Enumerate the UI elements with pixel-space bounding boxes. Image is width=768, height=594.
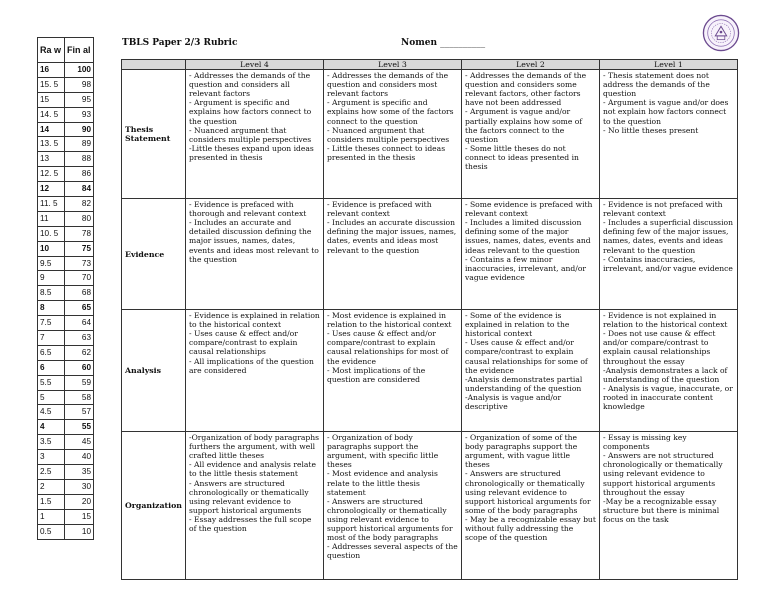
page-title: TBLS Paper 2/3 Rubric	[122, 38, 238, 48]
rubric-descriptor: - Evidence is not explained in relation to the historical context	[603, 311, 728, 330]
rubric-descriptor: - Argument is vague and/or partially explains how some of the factors connect to the question	[465, 107, 583, 144]
raw-score: 1	[38, 509, 65, 524]
conversion-row	[38, 211, 94, 226]
rubric-cell	[186, 310, 324, 432]
rubric-descriptor: - Uses cause & effect and/or compare/contrast to explain causal relationships for some of the evidence	[465, 338, 588, 375]
rubric-descriptor: -Organization of body paragraphs furthers the argument, with well crafted little theses	[189, 433, 320, 461]
conversion-row	[38, 167, 94, 182]
final-score: 88	[65, 152, 94, 167]
final-score: 55	[65, 420, 94, 435]
final-score: 10	[65, 524, 94, 539]
rubric-descriptor: -Analysis demonstrates partial understanding of the question	[465, 374, 583, 393]
rubric-descriptor: - Contains inaccuracies, irrelevant, and/or vague evidence	[603, 254, 733, 273]
conversion-row	[38, 509, 94, 524]
conversion-row	[38, 405, 94, 420]
final-score: 93	[65, 107, 94, 122]
conversion-row	[38, 450, 94, 465]
rubric-descriptor: - Essay addresses the full scope of the question	[189, 514, 312, 534]
final-header: Fin al	[65, 38, 94, 63]
conversion-row	[38, 271, 94, 286]
rubric-descriptor: - Includes an accurate discussion defining the major issues, names, dates, events and ideas most relevant to the question	[327, 218, 457, 255]
rubric-descriptor: - Thesis statement does not address the demands of the question	[603, 71, 710, 99]
criterion-label: Evidence	[122, 199, 186, 310]
rubric-descriptor: - Answers are not structured chronologically or thematically using relevant evidence to support historical arguments throughout the essay	[603, 451, 723, 497]
raw-header: Ra w	[38, 38, 65, 63]
conversion-row	[38, 494, 94, 509]
raw-score: 9	[38, 271, 65, 286]
rubric-descriptor: - Argument is specific and explains how some of the factors connect to the question	[327, 98, 454, 126]
conversion-row	[38, 182, 94, 197]
conversion-row	[38, 375, 94, 390]
conversion-row	[38, 420, 94, 435]
level-1-header: Level 1	[600, 60, 738, 70]
conversion-row	[38, 360, 94, 375]
rubric-descriptor: - Addresses the demands of the question and considers most relevant factors	[327, 71, 449, 99]
final-score: 80	[65, 211, 94, 226]
rubric-descriptor: - Nuanced argument that considers multiple perspectives	[327, 125, 450, 144]
final-score: 82	[65, 197, 94, 212]
final-score: 86	[65, 167, 94, 182]
final-score: 45	[65, 435, 94, 450]
rubric-descriptor: - May be a recognizable essay but without fully addressing the scope of the question	[465, 514, 596, 543]
rubric-descriptor: - Argument is specific and explains how factors connect to the question	[189, 98, 312, 126]
conversion-row	[38, 524, 94, 539]
rubric-row	[122, 310, 738, 432]
rubric-cell	[186, 432, 324, 580]
rubric-descriptor: - Most evidence is explained in relation to the historical context	[327, 311, 452, 330]
conversion-row	[38, 137, 94, 152]
rubric-descriptor: - Answers are structured chronologically or thematically using relevant evidence to support historical arguments for most of the body paragraphs	[327, 496, 453, 543]
raw-score: 13	[38, 152, 65, 167]
raw-score: 4	[38, 420, 65, 435]
raw-score: 6	[38, 360, 65, 375]
final-score: 64	[65, 316, 94, 331]
final-score: 73	[65, 256, 94, 271]
nomen-blank: __________	[440, 38, 486, 48]
rubric-descriptor: - Answers are structured chronologically or thematically using relevant evidence to support historical arguments for some of the body paragraphs	[465, 469, 591, 515]
raw-score: 7	[38, 331, 65, 346]
final-score: 15	[65, 509, 94, 524]
conversion-row	[38, 92, 94, 107]
rubric-cell	[600, 310, 738, 432]
nomen-field	[401, 38, 485, 48]
raw-score: 8	[38, 301, 65, 316]
rubric-corner	[122, 60, 186, 70]
rubric-cell	[186, 199, 324, 310]
raw-score: 5	[38, 390, 65, 405]
conversion-row	[38, 241, 94, 256]
final-score: 59	[65, 375, 94, 390]
final-score: 84	[65, 182, 94, 197]
raw-score: 14	[38, 122, 65, 137]
conversion-row	[38, 107, 94, 122]
final-score: 100	[65, 63, 94, 78]
rubric-cell	[462, 199, 600, 310]
final-score: 90	[65, 122, 94, 137]
conversion-table	[37, 37, 94, 540]
nomen-label: Nomen	[401, 38, 438, 48]
level-4-header: Level 4	[186, 60, 324, 70]
raw-score: 10. 5	[38, 226, 65, 241]
raw-score: 15	[38, 92, 65, 107]
rubric-descriptor: - Evidence is prefaced with thorough and relevant context	[189, 200, 307, 219]
rubric-descriptor: - All implications of the question are considered	[189, 356, 314, 375]
raw-score: 4.5	[38, 405, 65, 420]
rubric-descriptor: -Little theses expand upon ideas presented in thesis	[189, 143, 314, 162]
criterion-label: Analysis	[122, 310, 186, 432]
raw-score: 13. 5	[38, 137, 65, 152]
conversion-row	[38, 197, 94, 212]
final-score: 62	[65, 345, 94, 360]
final-score: 75	[65, 241, 94, 256]
rubric-descriptor: - Addresses the demands of the question and considers some relevant factors, other factors have not been addressed	[465, 71, 587, 108]
rubric-cell	[324, 310, 462, 432]
conversion-row	[38, 479, 94, 494]
conversion-row	[38, 345, 94, 360]
rubric-descriptor: - Little theses connect to ideas presented in the thesis	[327, 143, 446, 162]
conversion-header-row	[38, 38, 94, 63]
rubric-cell	[600, 70, 738, 199]
final-score: 35	[65, 465, 94, 480]
school-seal-icon	[702, 14, 740, 52]
rubric-descriptor: - Answers are structured chronologically or thematically using relevant evidence to support historical arguments	[189, 478, 309, 515]
raw-score: 12. 5	[38, 167, 65, 182]
rubric-descriptor: - Nuanced argument that considers multiple perspectives	[189, 125, 312, 144]
raw-score: 0.5	[38, 524, 65, 539]
rubric-cell	[324, 432, 462, 580]
raw-score: 15. 5	[38, 77, 65, 92]
rubric-descriptor: - Some evidence is prefaced with relevant context	[465, 200, 593, 219]
raw-score: 9.5	[38, 256, 65, 271]
raw-score: 3	[38, 450, 65, 465]
final-score: 70	[65, 271, 94, 286]
rubric-table	[121, 59, 738, 580]
rubric-cell	[186, 70, 324, 199]
final-score: 20	[65, 494, 94, 509]
final-score: 40	[65, 450, 94, 465]
rubric-descriptor: - Essay is missing key components	[603, 433, 687, 452]
raw-score: 3.5	[38, 435, 65, 450]
final-score: 57	[65, 405, 94, 420]
rubric-cell	[462, 70, 600, 199]
rubric-row	[122, 199, 738, 310]
conversion-row	[38, 435, 94, 450]
rubric-descriptor: - Some of the evidence is explained in relation to the historical context	[465, 311, 570, 339]
final-score: 89	[65, 137, 94, 152]
final-score: 65	[65, 301, 94, 316]
final-score: 98	[65, 77, 94, 92]
final-score: 68	[65, 286, 94, 301]
raw-score: 11	[38, 211, 65, 226]
raw-score: 8.5	[38, 286, 65, 301]
rubric-descriptor: -May be a recognizable essay structure but there is minimal focus on the task	[603, 496, 720, 524]
rubric-descriptor: - Organization of body paragraphs support the argument, with specific little theses	[327, 433, 439, 470]
rubric-descriptor: - Analysis is vague, inaccurate, or rooted in inaccurate content knowledge	[603, 383, 733, 412]
rubric-descriptor: - Argument is vague and/or does not explain how factors connect to the question	[603, 98, 729, 126]
rubric-cell	[462, 310, 600, 432]
rubric-descriptor: - Evidence is not prefaced with relevant context	[603, 200, 723, 219]
final-score: 78	[65, 226, 94, 241]
rubric-descriptor: - Addresses the demands of the question and considers all relevant factors	[189, 71, 311, 99]
rubric-descriptor: - All evidence and analysis relate to the little thesis statement	[189, 460, 316, 479]
rubric-descriptor: - Most evidence and analysis relate to the little thesis statement	[327, 469, 438, 497]
conversion-row	[38, 390, 94, 405]
rubric-cell	[600, 199, 738, 310]
conversion-row	[38, 331, 94, 346]
rubric-cell	[324, 199, 462, 310]
rubric-descriptor: - Evidence is prefaced with relevant context	[327, 200, 432, 219]
raw-score: 14. 5	[38, 107, 65, 122]
rubric-descriptor: - Most implications of the question are considered	[327, 365, 426, 384]
level-2-header: Level 2	[462, 60, 600, 70]
rubric-row	[122, 70, 738, 199]
rubric-descriptor: - Contains a few minor inaccuracies, irrelevant, and/or vague evidence	[465, 254, 587, 282]
conversion-row	[38, 226, 94, 241]
rubric-descriptor: - Some little theses do not connect to ideas presented in thesis	[465, 143, 579, 172]
raw-score: 6.5	[38, 345, 65, 360]
rubric-descriptor: - No little theses present	[603, 125, 699, 135]
raw-score: 7.5	[38, 316, 65, 331]
final-score: 63	[65, 331, 94, 346]
rubric-row	[122, 432, 738, 580]
rubric-descriptor: -Analysis demonstrates a lack of understanding of the question	[603, 365, 728, 384]
conversion-row	[38, 63, 94, 78]
raw-score: 11. 5	[38, 197, 65, 212]
rubric-descriptor: - Organization of some of the body paragraphs support the argument, with vague little theses	[465, 433, 578, 470]
conversion-row	[38, 122, 94, 137]
criterion-label: Thesis Statement	[122, 70, 186, 199]
conversion-row	[38, 256, 94, 271]
conversion-row	[38, 465, 94, 480]
final-score: 58	[65, 390, 94, 405]
final-score: 30	[65, 479, 94, 494]
rubric-descriptor: - Addresses several aspects of the question	[327, 542, 458, 561]
raw-score: 2.5	[38, 465, 65, 480]
final-score: 95	[65, 92, 94, 107]
rubric-descriptor: - Evidence is explained in relation to the historical context	[189, 311, 320, 330]
raw-score: 5.5	[38, 375, 65, 390]
raw-score: 16	[38, 63, 65, 78]
raw-score: 10	[38, 241, 65, 256]
raw-score: 2	[38, 479, 65, 494]
rubric-descriptor: - Uses cause & effect and/or compare/contrast to explain causal relationships for most of the evidence	[327, 329, 449, 366]
conversion-row	[38, 77, 94, 92]
rubric-descriptor: - Does not use cause & effect and/or compare/contrast to explain causal relationships throughout the essay	[603, 329, 716, 366]
rubric-descriptor: - Uses cause & effect and/or compare/contrast to explain causal relationships	[189, 329, 298, 357]
rubric-descriptor: - Includes a limited discussion defining some of the major issues, names, dates, events and ideas relevant to the question	[465, 218, 591, 255]
conversion-row	[38, 301, 94, 316]
rubric-descriptor: - Includes a superficial discussion defining few of the major issues, names, dates, events and ideas relevant to the question	[603, 218, 733, 255]
rubric-cell	[462, 432, 600, 580]
level-3-header: Level 3	[324, 60, 462, 70]
rubric-cell	[324, 70, 462, 199]
criterion-label: Organization	[122, 432, 186, 580]
conversion-row	[38, 152, 94, 167]
rubric-header-row	[122, 60, 738, 70]
rubric-descriptor: - Includes an accurate and detailed discussion defining the major issues, names, dates, events and ideas most relevant to the question	[189, 218, 319, 264]
raw-score: 12	[38, 182, 65, 197]
final-score: 60	[65, 360, 94, 375]
conversion-row	[38, 286, 94, 301]
rubric-descriptor: -Analysis is vague and/or descriptive	[465, 392, 562, 412]
rubric-cell	[600, 432, 738, 580]
raw-score: 1.5	[38, 494, 65, 509]
conversion-body	[38, 63, 94, 540]
conversion-row	[38, 316, 94, 331]
rubric-body	[122, 70, 738, 580]
